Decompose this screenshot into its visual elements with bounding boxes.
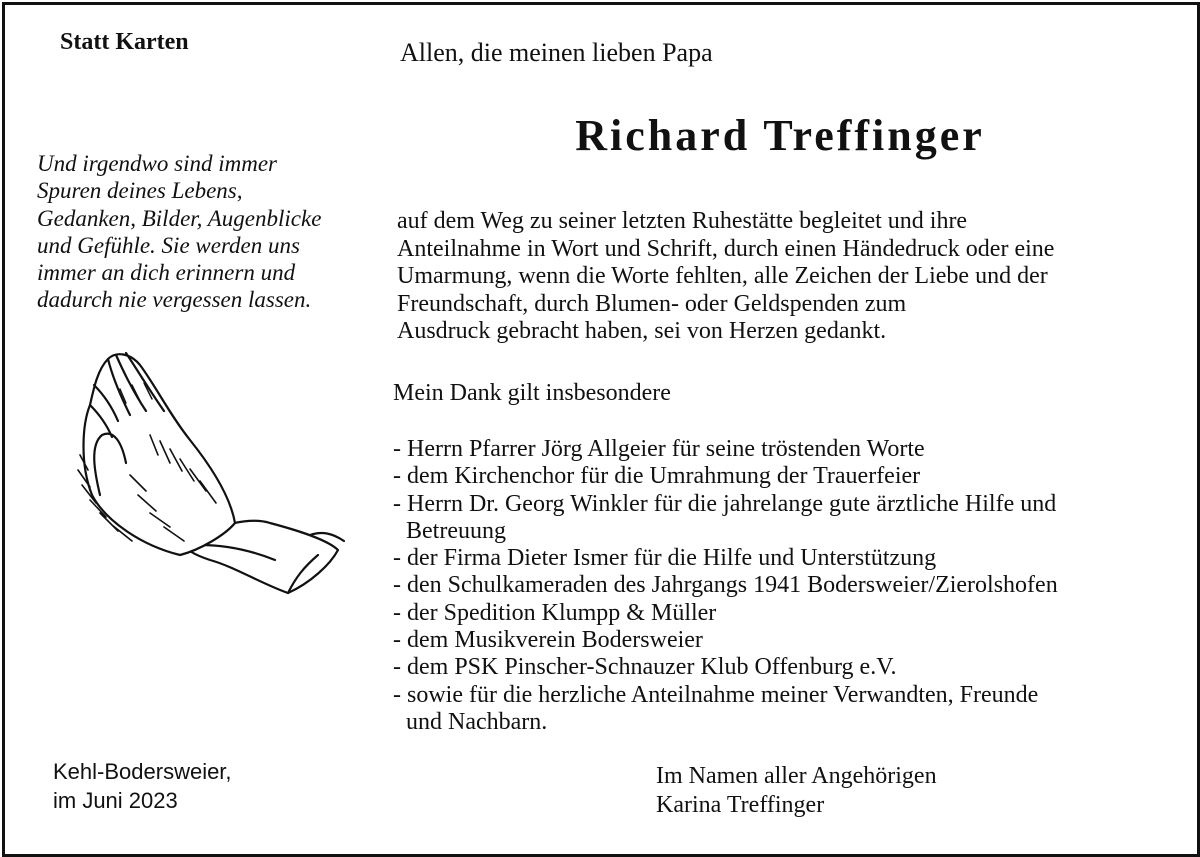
paragraph-line: Freundschaft, durch Blumen- oder Geldspenden zum [397,290,907,317]
poem [37,150,382,314]
list-item: - den Schulkameraden des Jahrgangs 1941 Bodersweier/Zierolshofen [393,572,1058,599]
paragraph-line: auf dem Weg zu seiner letzten Ruhestätte begleitet und ihre [397,208,968,234]
paragraph-line: Anteilnahme in Wort und Schrift, durch einen Händedruck oder eine [397,235,1055,262]
signature-block [656,762,937,820]
signature-name: Karina Treffinger [656,792,825,818]
list-item: - dem Kirchenchor für die Umrahmung der Trauerfeier [393,463,921,490]
intro-line: Allen, die meinen lieben Papa [400,38,713,67]
poem-line: immer an dich erinnern und [37,260,296,286]
list-item: - Herrn Dr. Georg Winkler für die jahrelange gute ärztliche Hilfe und [393,490,1057,517]
list-item: - dem Musikverein Bodersweier [393,627,703,654]
thanks-paragraph [397,208,1187,346]
list-item: - Herrn Pfarrer Jörg Allgeier für seine tröstenden Worte [393,436,925,462]
poem-line: Spuren deines Lebens, [37,178,243,204]
list-item: - der Firma Dieter Ismer für die Hilfe und Unterstützung [393,545,937,572]
poem-line: und Gefühle. Sie werden uns [37,232,300,258]
praying-hands-icon [60,345,350,595]
deceased-name: Richard Treffinger [575,111,985,160]
poem-line: dadurch nie vergessen lassen. [37,287,312,313]
list-item: - der Spedition Klumpp & Müller [393,599,717,626]
statt-karten-label: Statt Karten [60,29,189,55]
paragraph-line: Ausdruck gebracht haben, sei von Herzen gedankt. [397,318,887,344]
list-item: - sowie für die herzliche Anteilnahme meiner Verwandten, Freunde [393,681,1039,708]
paragraph-line: Umarmung, wenn die Worte fehlten, alle Zeichen der Liebe und der [397,263,1048,289]
place-date [53,757,232,815]
list-item: - dem PSK Pinscher-Schnauzer Klub Offenburg e.V. [393,654,897,681]
thanks-intro: Mein Dank gilt insbesondere [393,380,671,406]
list-item-continuation: Betreuung [406,517,506,544]
list-item-continuation: und Nachbarn. [406,708,548,735]
signature-line: Im Namen aller Angehörigen [656,763,937,789]
thanks-list [393,436,1183,736]
poem-line: Gedanken, Bilder, Augenblicke [37,205,322,231]
place-label: Kehl-Bodersweier, [53,759,232,784]
poem-line: Und irgendwo sind immer [37,151,278,176]
date-label: im Juni 2023 [53,788,178,813]
